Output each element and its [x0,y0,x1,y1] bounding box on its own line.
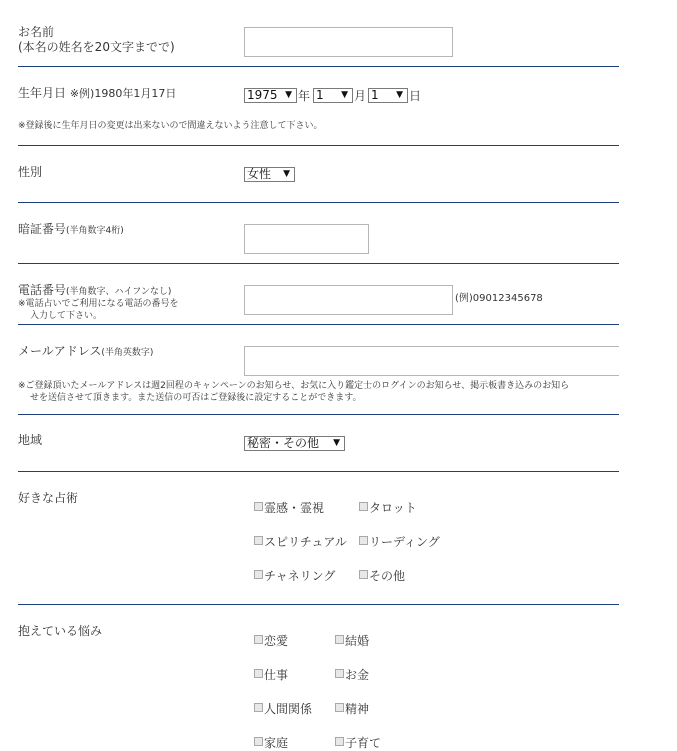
worries-option-label: お金 [345,668,370,682]
fortune-checkbox-spiritual[interactable] [254,536,263,545]
worries-checkbox-work[interactable] [254,669,263,678]
fortune-checkbox-channeling[interactable] [254,570,263,579]
divider [18,263,619,264]
worries-label: 抱えている悩み [18,624,103,638]
name-input[interactable] [244,27,453,57]
worries-checkbox-family[interactable] [254,737,263,746]
email-input[interactable] [244,346,619,376]
fortune-checkbox-reading[interactable] [359,536,368,545]
divider [18,604,619,605]
worries-checkbox-mental[interactable] [335,703,344,712]
day-unit: 日 [409,89,422,103]
region-select[interactable]: 秘密・その他 ▼ [244,436,345,451]
chevron-down-icon: ▼ [341,90,348,100]
worries-option-label: 恋愛 [264,634,289,648]
gender-select[interactable]: 女性 ▼ [244,167,295,182]
fortune-checkbox-other[interactable] [359,570,368,579]
worries-checkbox-love[interactable] [254,635,263,644]
phone-hint: (半角数字、ハイフンなし) [66,287,172,297]
phone-note-2: 入力して下さい。 [30,311,103,321]
worries-checkbox-marriage[interactable] [335,635,344,644]
email-note-1: ※ご登録頂いたメールアドレスは週2回程のキャンペーンのお知らせ、お気に入り鑑定士のログインのお知らせ、掲示板書き込みのお知ら [18,381,570,391]
fortune-label: 好きな占術 [18,491,79,505]
birthday-example: ※例)1980年1月17日 [69,87,177,100]
worries-option-label: 家庭 [264,736,289,750]
chevron-down-icon: ▼ [396,90,403,100]
phone-example: (例)09012345678 [455,293,543,304]
pin-input[interactable] [244,224,369,254]
name-label: お名前 [18,25,55,39]
fortune-option-label: タロット [369,501,417,515]
fortune-checkbox-reikan[interactable] [254,502,263,511]
email-hint: (半角英数字) [101,348,154,358]
region-label: 地域 [18,433,43,447]
birth-day-select[interactable]: 1 ▼ [368,88,408,103]
month-unit: 月 [354,89,367,103]
birthday-label: 生年月日 ※例)1980年1月17日 [18,86,177,100]
worries-checkbox-parenting[interactable] [335,737,344,746]
name-note: (本名の姓名を20文字までで) [18,40,175,54]
phone-input[interactable] [244,285,453,315]
chevron-down-icon: ▼ [285,90,292,100]
fortune-option-label: リーディング [369,535,440,549]
divider [18,414,619,415]
divider [18,202,619,203]
email-note-2: せを送信させて頂きます。また送信の可否はご登録後に設定することができます。 [30,393,362,403]
pin-label: 暗証番号(半角数字4桁) [18,222,124,236]
fortune-option-label: 霊感・霊視 [264,501,325,515]
chevron-down-icon: ▼ [283,169,290,179]
birthday-note: ※登録後に生年月日の変更は出来ないので間違えないよう注意して下さい。 [18,121,323,131]
worries-option-label: 人間関係 [264,702,313,716]
divider [18,145,619,146]
worries-checkbox-relationships[interactable] [254,703,263,712]
fortune-option-label: スピリチュアル [264,535,347,549]
birth-month-select[interactable]: 1 ▼ [313,88,353,103]
chevron-down-icon: ▼ [333,438,340,448]
fortune-checkbox-tarot[interactable] [359,502,368,511]
fortune-option-label: その他 [369,569,406,583]
birth-year-select[interactable]: 1975 ▼ [244,88,297,103]
worries-checkbox-money[interactable] [335,669,344,678]
year-unit: 年 [298,89,311,103]
divider [18,66,619,67]
worries-option-label: 結婚 [345,634,370,648]
divider [18,324,619,325]
pin-hint: (半角数字4桁) [66,226,124,236]
phone-note-1: ※電話占いでご利用になる電話の番号を [18,299,179,309]
email-label: メールアドレス(半角英数字) [18,344,154,358]
phone-label: 電話番号(半角数字、ハイフンなし) [18,283,172,297]
worries-option-label: 精神 [345,702,370,716]
divider [18,471,619,472]
worries-option-label: 子育て [345,736,382,750]
fortune-option-label: チャネリング [264,569,336,583]
worries-option-label: 仕事 [264,668,289,682]
gender-label: 性別 [18,165,43,179]
